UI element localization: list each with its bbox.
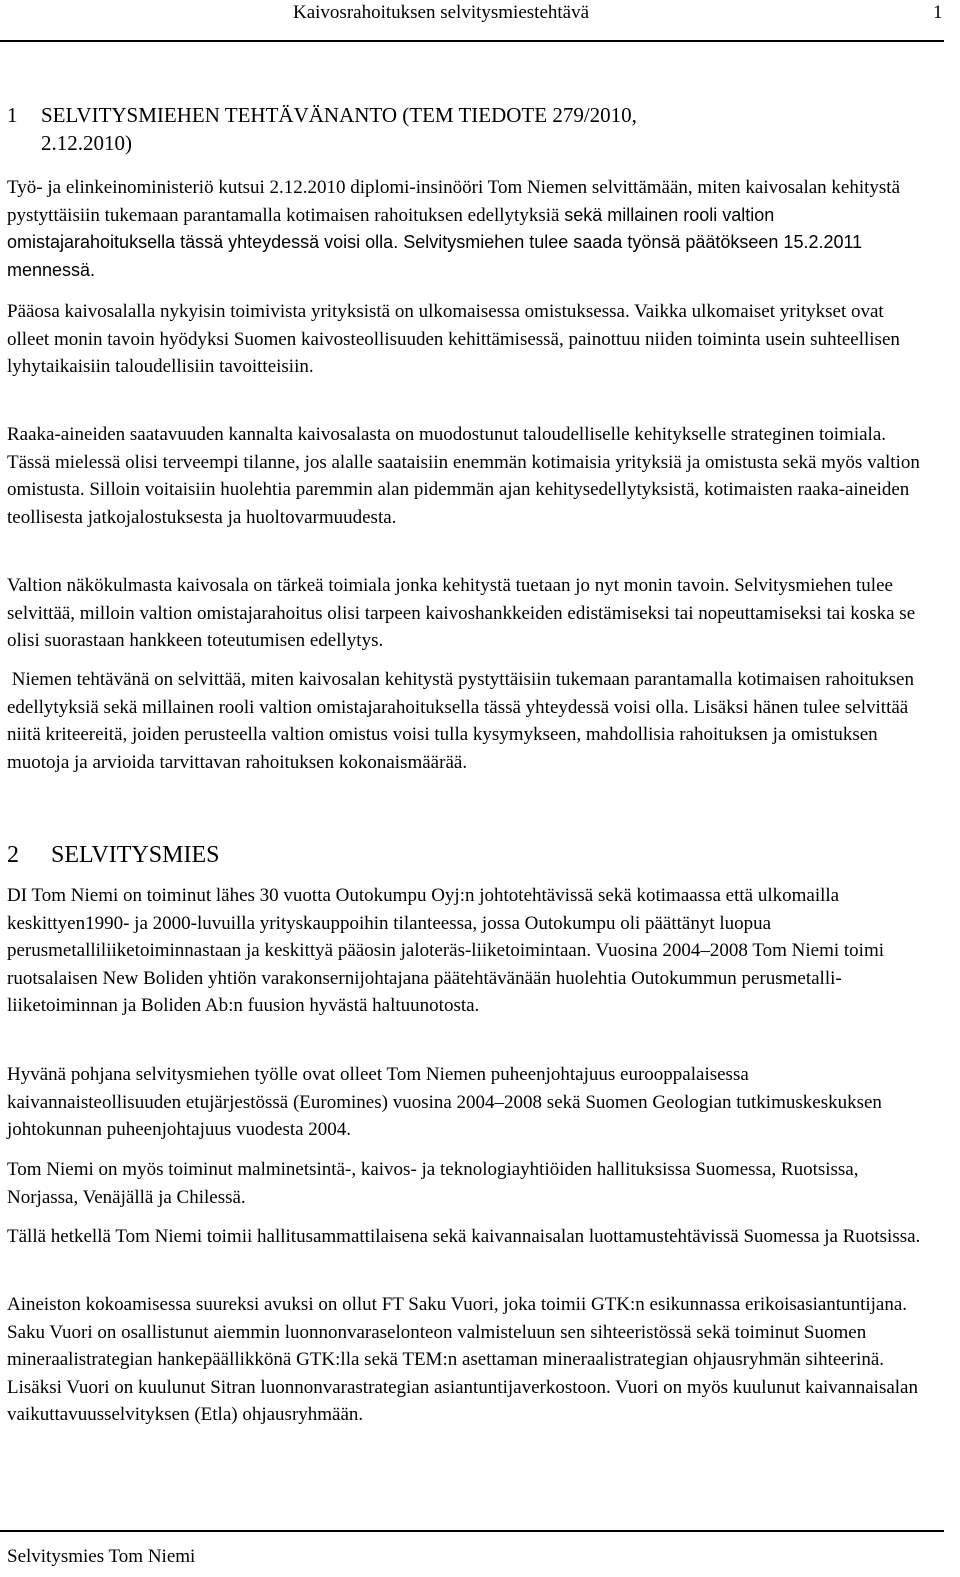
- paragraph-boards: Tom Niemi on myös toiminut malminetsintä-, kaivos- ja teknologiayhtiöiden hallituksissa Suomessa, Ruotsissa, Norjassa, Venäjällä ja Chilessä.: [7, 1159, 859, 1208]
- paragraph-current-role: Tällä hetkellä Tom Niemi toimii hallitusammattilaisena sekä kaivannaisalan luottamustehtävissä Suomessa ja Ruotsissa.: [7, 1226, 921, 1247]
- paragraph-assignment-sans: sekä millainen rooli valtion omistajarahoituksella tässä yhteydessä voisi olla. Selvitysmiehen tulee saada työnsä päätökseen 15.2.2011 mennessä.: [7, 204, 863, 280]
- page-footer: [0, 1530, 944, 1577]
- paragraph-assignment: [7, 174, 927, 284]
- section-2-number: 2: [7, 842, 19, 868]
- paragraph-niemi-career: DI Tom Niemi on toiminut lähes 30 vuotta Outokumpu Oyj:n johtotehtävissä sekä kotimaassa että ulkomailla keskittyen1990- ja 2000-luvuilla yrityskauppoihin tilanteessa, jossa Outokumpu oli päättänyt luopua perusmetalliliiketoiminnastaan ja keskittyä pääosin jaloteräs-liiketoimintaan. Vuosina 2004–2008 Tom Niemi toimi ruotsalaisen New Boliden yhtiön varakonsernijohtajana päätehtävänään huolehtia Outokummun perusmetalli-liiketoiminnan ja Boliden Ab:n fuusion hyvästä haltuunotosta.: [7, 885, 884, 1016]
- page-header: [0, 0, 944, 42]
- section-1-title: [41, 101, 921, 157]
- paragraph-raw-materials: Raaka-aineiden saatavuuden kannalta kaivosalasta on muodostunut taloudelliselle kehitykselle strateginen toimiala. Tässä mielessä olisi terveempi tilanne, jos alalle saataisiin enemmän kotimaisia yrityksiä ja omistusta sekä myös valtion omistusta. Silloin voitaisiin huolehtia paremmin alan pidemmän ajan kehitysedellytyksistä, kotimaisten raaka-aineiden teollisesta jatkojalostuksesta ja huoltovarmuudesta.: [7, 424, 920, 528]
- section-1-number: 1: [7, 103, 18, 127]
- paragraph-chairmanships: Hyvänä pohjana selvitysmiehen työlle ovat olleet Tom Niemen puheenjohtajuus eurooppalaisessa kaivannaisteollisuuden etujärjestössä (Euromines) vuosina 2004–2008 sekä Suomen Geologian tutkimuskeskuksen johtokunnan puheenjohtajuus vuodesta 2004.: [7, 1064, 882, 1140]
- paragraph-assignment-serif: Työ- ja elinkeinoministeriö kutsui 2.12.2010 diplomi-insinööri Tom Niemen selvittämään, miten kaivosalan kehitystä pystyttäisiin tukemaan parantamalla kotimaisen rahoituksen edellytyksiä: [7, 177, 901, 226]
- paragraph-state-viewpoint: Valtion näkökulmasta kaivosala on tärkeä toimiala jonka kehitystä tuetaan jo nyt monin tavoin. Selvitysmiehen tulee selvittää, milloin valtion omistajarahoitus olisi tarpeen kaivoshankkeiden edistämiseksi tai nopeuttamiseksi tai koska se olisi suorastaan hankkeen toteutumisen edellytys.: [7, 575, 916, 651]
- section-2-title: SELVITYSMIES: [51, 842, 220, 868]
- section-1-title-line1: SELVITYSMIEHEN TEHTÄVÄNANTO (TEM TIEDOTE 279/2010,: [41, 103, 637, 127]
- footer-text: Selvitysmies Tom Niemi: [7, 1546, 196, 1567]
- paragraph-niemi-task: Niemen tehtävänä on selvittää, miten kaivosalan kehitystä pystyttäisiin tukemaan parantamalla kotimaisen rahoituksen edellytyksiä sekä millainen rooli valtion omistajarahoituksella tässä yhteydessä voisi olla. Lisäksi hänen tulee selvittää niitä kriteereitä, joiden perusteella valtion omistus voisi tulla kysymykseen, mahdollisia rahoituksen ja omistuksen muotoja ja arvioida tarvittavan rahoituksen kokonaismäärää.: [7, 669, 919, 773]
- header-title: Kaivosrahoituksen selvitysmiestehtävä: [293, 2, 590, 23]
- page-number: 1: [933, 2, 943, 23]
- paragraph-saku-vuori: Aineiston kokoamisessa suureksi avuksi on ollut FT Saku Vuori, joka toimii GTK:n esikunnassa erikoisasiantuntijana. Saku Vuori on osallistunut aiemmin luonnonvaraselonteon valmisteluun sen sihteeristössä sekä toiminut Suomen mineraalistrategian hankepäällikkönä GTK:lla sekä TEM:n asettaman mineraalistrategian ohjausryhmän sihteerinä. Lisäksi Vuori on kuulunut Sitran luonnonvarastrategian asiantuntijaverkostoon. Vuori on myös kuulunut kaivannaisalan vaikuttavuusselvityksen (Etla) ohjausryhmään.: [7, 1294, 918, 1425]
- section-1-title-line2: 2.12.2010): [41, 131, 132, 155]
- paragraph-foreign-ownership: Pääosa kaivosalalla nykyisin toimivista yrityksistä on ulkomaisessa omistuksessa. Vaikka ulkomaiset yritykset ovat olleet monin tavoin hyödyksi Suomen kaivosteollisuuden kehittämisessä, painottuu niiden toiminta usein suhteellisen lyhytaikaisiin taloudellisiin tavoitteisiin.: [7, 301, 900, 377]
